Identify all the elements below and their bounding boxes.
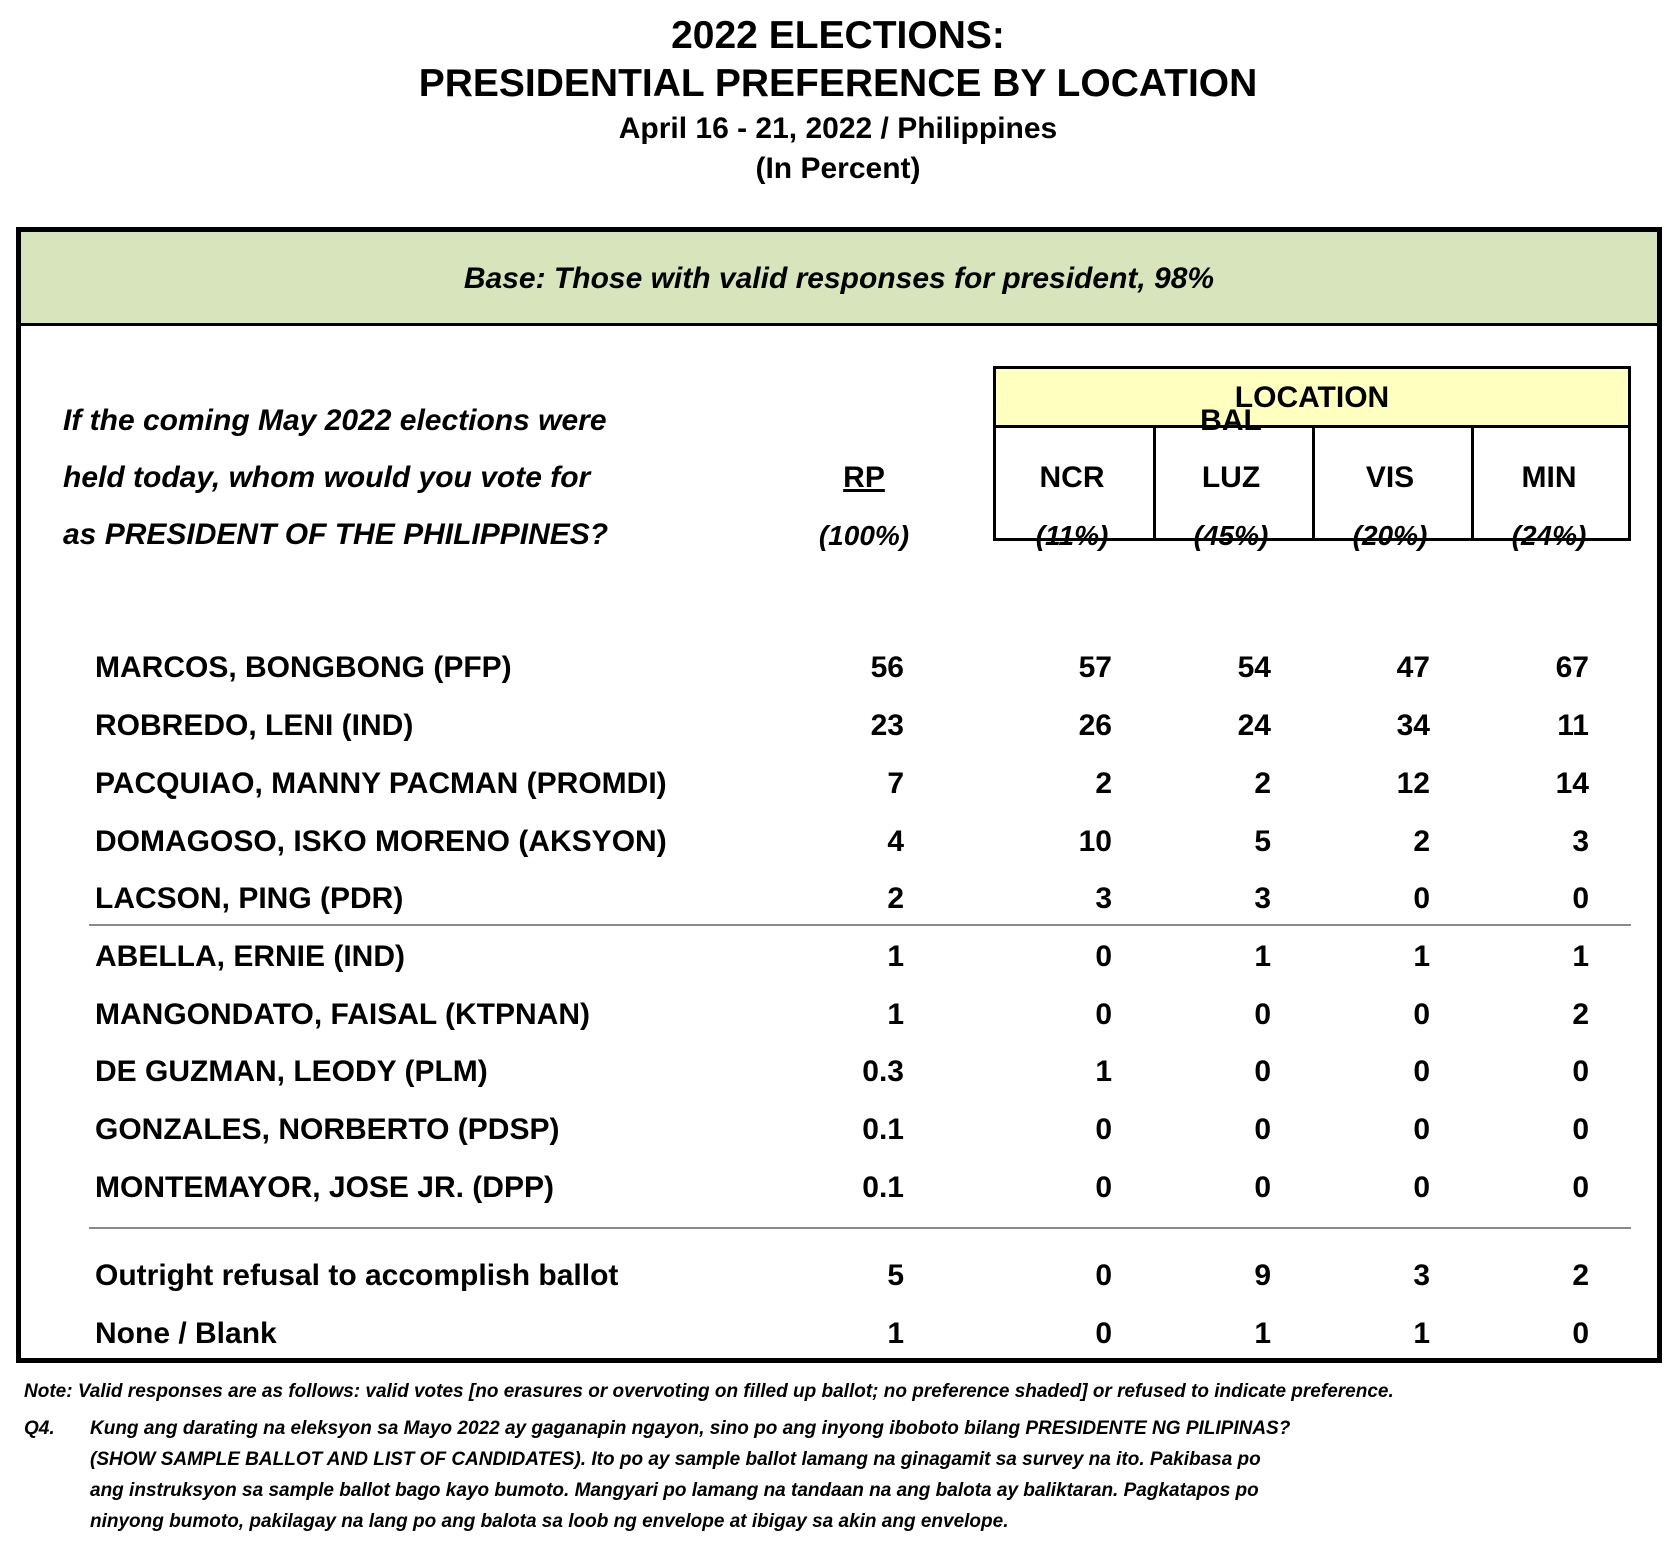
q4-text-line: ang instruksyon sa sample ballot bago kayo bumoto. Mangyari po lamang na tandaan na ang balota ay baliktaran. Pagkatapos po bbox=[90, 1480, 1259, 1501]
column-share-min: (24%) bbox=[1511, 520, 1587, 551]
table-row bbox=[21, 1171, 1657, 1211]
cell-rp: 2 bbox=[887, 882, 904, 915]
candidate-name: Outright refusal to accomplish ballot bbox=[95, 1259, 619, 1292]
q4-label: Q4. bbox=[24, 1418, 55, 1439]
cell-min: 0 bbox=[1572, 1317, 1589, 1350]
cell-vis: 0 bbox=[1413, 1113, 1430, 1146]
cell-rp: 0.3 bbox=[862, 1055, 904, 1088]
unit-label: (In Percent) bbox=[755, 152, 921, 185]
column-header-ncr: NCR bbox=[1039, 461, 1105, 494]
cell-rp: 23 bbox=[870, 709, 904, 742]
candidate-name: MARCOS, BONGBONG (PFP) bbox=[95, 651, 512, 684]
cell-vis: 12 bbox=[1396, 767, 1430, 800]
candidate-name: GONZALES, NORBERTO (PDSP) bbox=[95, 1113, 560, 1146]
candidate-name: None / Blank bbox=[95, 1317, 277, 1350]
question-line-1: If the coming May 2022 elections were bbox=[63, 404, 607, 437]
cell-min: 2 bbox=[1572, 1259, 1589, 1292]
column-share-bal-luz: (45%) bbox=[1193, 520, 1269, 551]
cell-vis: 1 bbox=[1413, 940, 1430, 973]
cell-vis: 3 bbox=[1413, 1259, 1430, 1292]
cell-vis: 0 bbox=[1413, 882, 1430, 915]
location-header-box bbox=[993, 366, 1631, 541]
cell-ncr: 0 bbox=[1095, 998, 1112, 1031]
candidate-name: DE GUZMAN, LEODY (PLM) bbox=[95, 1055, 488, 1088]
cell-bal-luz: 0 bbox=[1254, 998, 1271, 1031]
cell-bal-luz: 0 bbox=[1254, 1113, 1271, 1146]
cell-bal-luz: 5 bbox=[1254, 825, 1271, 858]
candidate-name: PACQUIAO, MANNY PACMAN (PROMDI) bbox=[95, 767, 667, 800]
cell-vis: 34 bbox=[1396, 709, 1430, 742]
cell-rp: 7 bbox=[887, 767, 904, 800]
cell-vis: 1 bbox=[1413, 1317, 1430, 1350]
cell-min: 3 bbox=[1572, 825, 1589, 858]
candidate-name: DOMAGOSO, ISKO MORENO (AKSYON) bbox=[95, 825, 667, 858]
page-title-line-2: PRESIDENTIAL PREFERENCE BY LOCATION bbox=[418, 62, 1258, 105]
q4-text-line: (SHOW SAMPLE BALLOT AND LIST OF CANDIDATES). Ito po ay sample ballot lamang na ginagamit sa survey na ito. Pakibasa po bbox=[90, 1449, 1261, 1470]
column-header-min: MIN bbox=[1521, 461, 1577, 494]
column-share-rp: (100%) bbox=[818, 520, 910, 551]
candidate-name: ABELLA, ERNIE (IND) bbox=[95, 940, 405, 973]
candidate-name: MONTEMAYOR, JOSE JR. (DPP) bbox=[95, 1171, 554, 1204]
page-title-line-1: 2022 ELECTIONS: bbox=[671, 14, 1005, 57]
cell-bal-luz: 24 bbox=[1237, 709, 1271, 742]
table-row bbox=[21, 1259, 1657, 1299]
cell-min: 1 bbox=[1572, 940, 1589, 973]
table-row bbox=[21, 825, 1657, 865]
column-divider bbox=[1471, 425, 1474, 541]
cell-rp: 1 bbox=[887, 998, 904, 1031]
cell-bal-luz: 9 bbox=[1254, 1259, 1271, 1292]
cell-rp: 4 bbox=[887, 825, 904, 858]
cell-bal-luz: 0 bbox=[1254, 1055, 1271, 1088]
column-share-vis: (20%) bbox=[1352, 520, 1428, 551]
cell-ncr: 0 bbox=[1095, 940, 1112, 973]
cell-min: 0 bbox=[1572, 1113, 1589, 1146]
cell-vis: 47 bbox=[1396, 651, 1430, 684]
table-row bbox=[21, 709, 1657, 749]
results-table bbox=[16, 227, 1662, 1363]
q4-text-line: Kung ang darating na eleksyon sa Mayo 2022 ay gaganapin ngayon, sino po ang inyong iboboto bilang PRESIDENTE NG PILIPINAS? bbox=[90, 1418, 1291, 1439]
q4-text-line: ninyong bumoto, pakilagay na lang po ang balota sa loob ng envelope at ibigay sa akin ang envelope. bbox=[90, 1511, 1009, 1532]
footnote: Note: Valid responses are as follows: valid votes [no erasures or overvoting on filled up ballot; no preference shaded] or refused to indicate preference. bbox=[24, 1381, 1394, 1402]
cell-ncr: 0 bbox=[1095, 1113, 1112, 1146]
question-line-3: as PRESIDENT OF THE PHILIPPINES? bbox=[63, 518, 609, 551]
column-header-bal-top: BAL bbox=[1200, 404, 1262, 437]
cell-min: 67 bbox=[1555, 651, 1589, 684]
cell-ncr: 1 bbox=[1095, 1055, 1112, 1088]
cell-rp: 5 bbox=[887, 1259, 904, 1292]
cell-bal-luz: 1 bbox=[1254, 940, 1271, 973]
column-header-luz: LUZ bbox=[1201, 461, 1261, 494]
location-label: LOCATION bbox=[996, 369, 1628, 428]
cell-ncr: 26 bbox=[1078, 709, 1112, 742]
cell-ncr: 10 bbox=[1078, 825, 1112, 858]
cell-bal-luz: 0 bbox=[1254, 1171, 1271, 1204]
cell-vis: 0 bbox=[1413, 1055, 1430, 1088]
cell-min: 0 bbox=[1572, 1171, 1589, 1204]
cell-bal-luz: 54 bbox=[1237, 651, 1271, 684]
table-row bbox=[21, 767, 1657, 807]
cell-rp: 1 bbox=[887, 1317, 904, 1350]
cell-bal-luz: 2 bbox=[1254, 767, 1271, 800]
column-share-ncr: (11%) bbox=[1035, 520, 1109, 551]
row-separator bbox=[89, 1227, 1631, 1229]
candidate-name: ROBREDO, LENI (IND) bbox=[95, 709, 414, 742]
table-row bbox=[21, 882, 1657, 922]
cell-rp: 1 bbox=[887, 940, 904, 973]
cell-ncr: 0 bbox=[1095, 1259, 1112, 1292]
candidate-name: MANGONDATO, FAISAL (KTPNAN) bbox=[95, 998, 590, 1031]
cell-rp: 0.1 bbox=[862, 1171, 904, 1204]
cell-ncr: 0 bbox=[1095, 1317, 1112, 1350]
cell-min: 0 bbox=[1572, 1055, 1589, 1088]
table-row bbox=[21, 1055, 1657, 1095]
cell-vis: 0 bbox=[1413, 1171, 1430, 1204]
table-row bbox=[21, 998, 1657, 1038]
cell-min: 0 bbox=[1572, 882, 1589, 915]
row-separator bbox=[89, 924, 1631, 926]
cell-min: 14 bbox=[1555, 767, 1589, 800]
cell-bal-luz: 1 bbox=[1254, 1317, 1271, 1350]
table-row bbox=[21, 1113, 1657, 1153]
question-line-2: held today, whom would you vote for bbox=[63, 461, 591, 494]
cell-min: 2 bbox=[1572, 998, 1589, 1031]
cell-rp: 0.1 bbox=[862, 1113, 904, 1146]
cell-vis: 2 bbox=[1413, 825, 1430, 858]
table-row bbox=[21, 651, 1657, 691]
column-header-vis: VIS bbox=[1365, 461, 1415, 494]
base-banner: Base: Those with valid responses for president, 98% bbox=[21, 232, 1657, 326]
column-header-rp: RP bbox=[843, 461, 885, 494]
column-divider bbox=[1153, 425, 1156, 541]
candidate-name: LACSON, PING (PDR) bbox=[95, 882, 404, 915]
cell-ncr: 57 bbox=[1078, 651, 1112, 684]
cell-rp: 56 bbox=[870, 651, 904, 684]
page-subtitle: April 16 - 21, 2022 / Philippines bbox=[618, 112, 1058, 145]
cell-ncr: 2 bbox=[1095, 767, 1112, 800]
cell-ncr: 3 bbox=[1095, 882, 1112, 915]
table-row bbox=[21, 1317, 1657, 1357]
cell-bal-luz: 3 bbox=[1254, 882, 1271, 915]
table-row bbox=[21, 940, 1657, 980]
cell-ncr: 0 bbox=[1095, 1171, 1112, 1204]
column-divider bbox=[1312, 425, 1315, 541]
cell-min: 11 bbox=[1557, 709, 1589, 742]
cell-vis: 0 bbox=[1413, 998, 1430, 1031]
